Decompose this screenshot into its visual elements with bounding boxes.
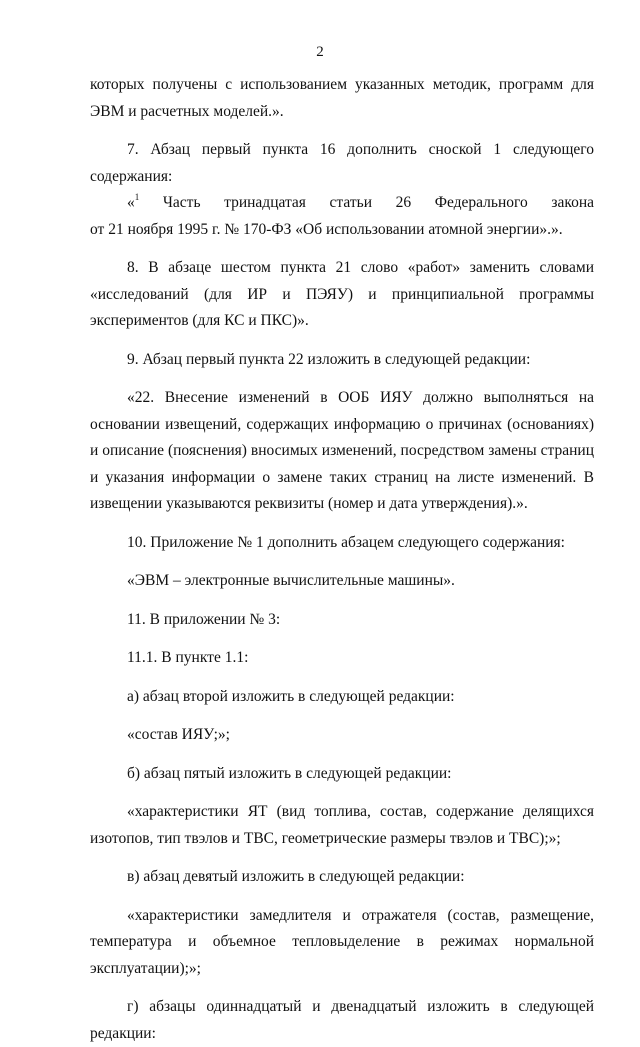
paragraph-subitem-a: а) абзац второй изложить в следующей редакции:	[127, 687, 455, 705]
paragraph-item-11-1: 11.1. В пункте 1.1:	[127, 649, 249, 666]
footnote-marker: 1	[134, 192, 140, 202]
footnote-quote-line-1: «$^1$ Часть тринадцатая статьи 26 Федерального закона	[90, 190, 594, 217]
paragraph-subitem-v-quote: «характеристики замедлителя и отражателя (состав, размещение, температура и объемное тепловыделение в режимах нормальной эксплуатации);»;	[90, 906, 594, 977]
paragraph-item-7: 7. Абзац первый пункта 16 дополнить сноской 1 следующего содержания:	[90, 141, 594, 185]
paragraph-item-9: 9. Абзац первый пункта 22 изложить в следующей редакции:	[127, 350, 531, 368]
paragraph-subitem-b: б) абзац пятый изложить в следующей редакции:	[127, 764, 452, 782]
paragraph-subitem-v: в) абзац девятый изложить в следующей редакции:	[127, 868, 465, 885]
paragraph-item-9-quote: «22. Внесение изменений в ООБ ИЯУ должно выполняться на основании извещений, содержащих информацию о причинах (основаниях) и описание (пояснения) вносимых изменений, посредством замены страниц и указания информации о замене таких страниц на листе изменений. В извещении указываются реквизиты (номер и дата утверждения).».	[90, 389, 594, 512]
paragraph-item-10-quote: «ЭВМ – электронные вычислительные машины».	[127, 572, 455, 589]
paragraph-item-11: 11. В приложении № 3:	[127, 610, 281, 628]
footnote-quote-line-2: от 21 ноября 1995 г. № 170-ФЗ «Об использовании атомной энергии».».	[90, 220, 563, 238]
paragraph-continuation: которых получены с использованием указанных методик, программ для ЭВМ и расчетных моделей.».	[90, 76, 594, 120]
page-number: 2	[316, 44, 324, 60]
paragraph-item-8: 8. В абзаце шестом пункта 21 слово «работ» заменить словами «исследований (для ИР и ПЭЯУ) и принципиальной программы экспериментов (для КС и ПКС)».	[90, 259, 594, 329]
paragraph-subitem-g: г) абзацы одиннадцатый и двенадцатый изложить в следующей редакции:	[90, 998, 594, 1042]
paragraph-item-10: 10. Приложение № 1 дополнить абзацем следующего содержания:	[127, 533, 565, 551]
footnote-open: «$^1$	[127, 192, 140, 211]
document-body	[90, 72, 594, 1047]
paragraph-subitem-a-quote: «состав ИЯУ;»;	[127, 726, 230, 743]
paragraph-subitem-b-quote: «характеристики ЯТ (вид топлива, состав, содержание делящихся изотопов, тип твэлов и ТВС, геометрические размеры твэлов и ТВС);»;	[90, 803, 594, 847]
